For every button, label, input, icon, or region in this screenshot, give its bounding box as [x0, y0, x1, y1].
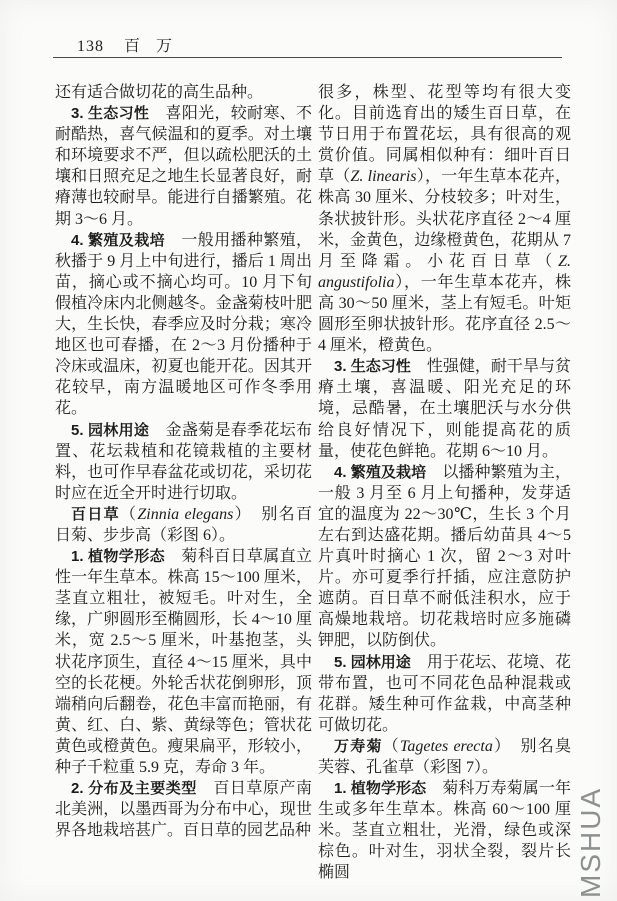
text-segment: 还有适合做切花的高生品种。: [55, 84, 264, 101]
header-rule: [53, 57, 562, 58]
latin-species-name: Z. linearis: [350, 168, 417, 186]
section-heading: 1. 植物学形态: [71, 548, 165, 566]
text-segment: 用于花坛、花境、花带布置，也可不同花色品种混栽或花群。矮生种可作盆栽，中高茎种可做切花。: [318, 653, 571, 734]
paragraph: [318, 462, 571, 652]
text-column-left: [55, 82, 312, 841]
latin-species-name: Zinnia elegans: [137, 505, 234, 523]
text-segment: ） 别名百日菊、步步高（彩图 6）。: [55, 505, 312, 544]
latin-species-name: Z. angustifolia: [318, 252, 571, 291]
section-heading: 4. 繁殖及栽培: [334, 463, 427, 481]
text-segment: 性强健，耐干旱与贫瘠土壤，喜温暖、阳光充足的环境，忌酷暑，在土壤肥沃与水分供给良好情况下，则能提高花的质量，使花色鲜艳。花期 6～10 月。: [318, 358, 571, 460]
page-header: [77, 33, 178, 56]
section-heading: 万寿菊: [334, 737, 383, 755]
section-heading: 2. 分布及主要类型: [71, 780, 197, 798]
section-heading: 3. 生态习性: [334, 358, 411, 376]
running-title: 百 万: [124, 38, 179, 55]
paragraph: [55, 546, 312, 778]
text-segment: 以播种繁殖为主，一般 3 月至 6 月上旬播种，发芽适宜的温度为 22～30℃，生长 3 个月左右到达盛花期。播后幼苗具 4～5 片真叶时摘心 1 次，留 2～3 对叶片。亦可夏季行扦插，应注意防护遮荫。百日草不耐低洼积水，应于高燥地栽培。切花栽培时应多施磷钾肥，以防倒伏。: [318, 463, 571, 650]
page-number: 138: [77, 38, 104, 55]
text-segment: 菊科百日草属直立性一年生草本。株高 15～100 厘米，茎直立粗壮，被短毛。叶对生，全缘，广卵圆形至椭圆形，长 4～10 厘米，宽 2.5～5 厘米，叶基抱茎，头状花序顶生，直径 4～15 厘米，具中空的长花梗。外轮舌状花倒卵形，顶端稍向后翻卷，花色丰富而艳丽，有黄、红、白、紫、黄绿等色；管状花黄色或橙黄色。瘦果扁平，形较小，种子千粒重 5.9 克，寿命 3 年。: [55, 548, 312, 776]
text-segment: ），一年生草本花卉，株高 30～50 厘米，茎上有短毛。叶矩圆形至卵状披针形。花序直径 2.5～4 厘米，橙黄色。: [318, 273, 571, 355]
text-segment: （: [120, 505, 138, 523]
text-segment: ），一年生草本花卉，株高 30 厘米、分枝较多；叶对生，条状披针形。头状花序直径 2～4 厘米，金黄色，边缘橙黄色，花期从 7 月至降霜。小花百日草（: [318, 168, 571, 270]
text-segment: 喜阳光，较耐寒、不耐酷热，喜气候温和的夏季。对土壤和环境要求不严，但以疏松肥沃的土壤和日照充足之地生长显著良好，耐瘠薄也较耐旱。能进行自播繁殖。花期 3～6 月。: [55, 105, 312, 228]
text-column-right: [318, 82, 571, 884]
paragraph: [55, 778, 312, 841]
paragraph: [318, 356, 571, 461]
paragraph: [318, 778, 571, 883]
section-heading: 4. 繁殖及栽培: [71, 231, 165, 249]
paragraph: [55, 230, 312, 420]
text-segment: 一般用播种繁殖，秋播于 9 月上中旬进行，播后 1 周出苗，摘心或不摘心均可。10 月下旬假植冷床内北侧越冬。金盏菊枝叶肥大，生长快，春季应及时分栽；寒冷地区也可春播，在 2～3 月份播种于冷床或温床，初夏也能开花。因其开花较早，南方温暖地区可作冬季用花。: [55, 231, 312, 418]
text-segment: 百日草原产南北美洲，以墨西哥为分布中心，现世界各地栽培甚广。百日草的园艺品种: [55, 780, 312, 840]
latin-species-name: Tagetes erecta: [399, 737, 493, 755]
paragraph: [55, 82, 312, 103]
section-heading: 3. 生态习性: [71, 105, 150, 123]
section-heading: 百日草: [71, 505, 120, 523]
text-segment: 菊科万寿菊属一年生或多年生草本。株高 60～100 厘米。茎直立粗壮，光滑，绿色或深棕色。叶对生，羽状全裂，裂片长椭圆: [318, 780, 571, 882]
paragraph: [55, 420, 312, 504]
text-segment: ） 别名臭芙蓉、孔雀草（彩图 7）。: [318, 737, 571, 776]
section-heading: 1. 植物学形态: [334, 780, 427, 798]
paragraph: [55, 504, 312, 546]
section-heading: 5. 园林用途: [71, 421, 150, 439]
paragraph: [318, 82, 571, 356]
paragraph: [318, 652, 571, 736]
text-segment: 很多，株型、花型等均有很大变化。目前选育出的矮生百日草，在节日用于布置花坛，具有很高的观赏价值。同属相似种有：细叶百日草（: [318, 84, 571, 186]
paragraph: [55, 103, 312, 230]
text-segment: 金盏菊是春季花坛布置、花坛栽植和花镜栽植的主要材料，也可作早春盆花或切花，采切花时应在近全开时进行切取。: [55, 421, 312, 502]
paragraph: [318, 736, 571, 778]
section-heading: 5. 园林用途: [334, 653, 411, 671]
watermark: MSHUA: [575, 786, 606, 898]
text-segment: （: [382, 737, 400, 755]
